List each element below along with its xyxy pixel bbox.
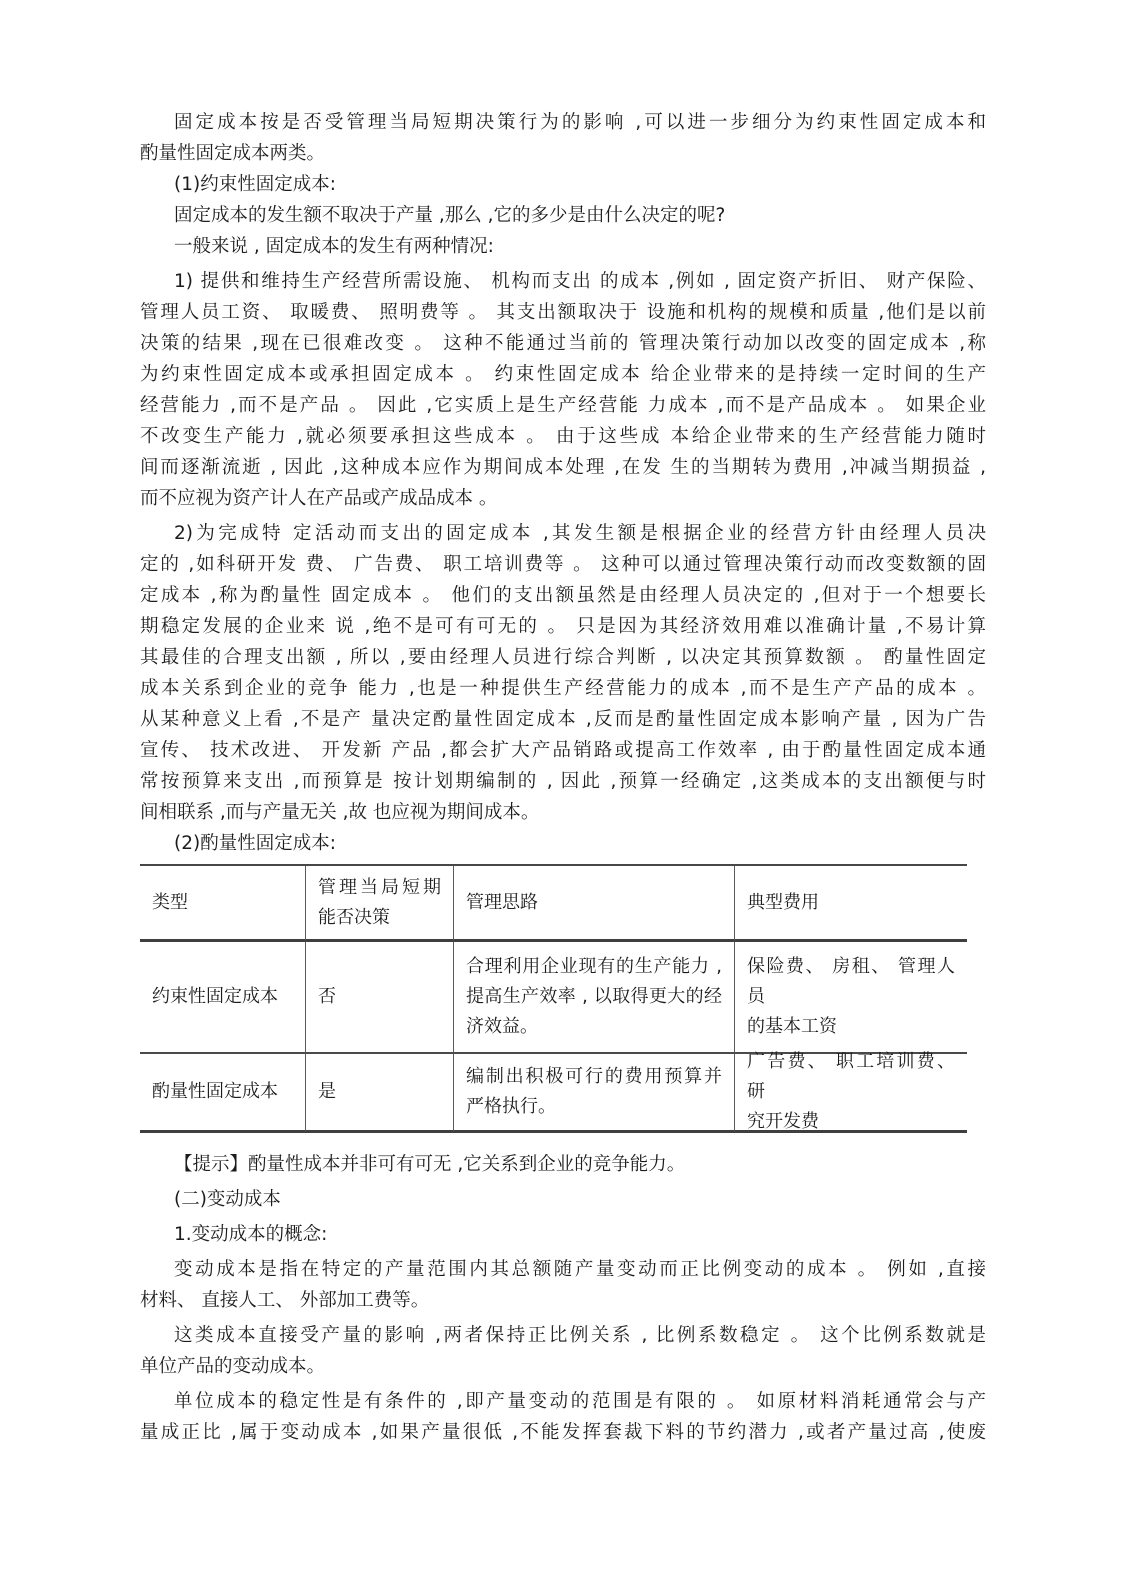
text-line: 从某种意义上看 ,不是产 量决定酌量性固定成本 ,反而是酌量性固定成本影响产量 , 因为广告 [140,709,986,730]
paragraph [140,1184,986,1215]
text-line: 间相联系 ,而与产量无关 ,故 也应视为期间成本。 [140,802,540,823]
text-line: 管理人员工资、 取暖费、 照明费等 。 其支出额取决于 设施和机构的规模和质量 ,他们是以前 [140,302,986,323]
table-cell-line: 酌量性固定成本 [152,1081,278,1102]
table-cell [454,1054,735,1133]
text-line: (1)约束性固定成本: [174,174,336,195]
text-line: 定的 ,如科研开发 费、 广告费、 职工培训费等 。 这种可以通过管理决策行动而改变数额的固 [140,554,986,575]
text-line: 量成正比 ,属于变动成本 ,如果产量很低 ,不能发挥套裁下料的节约潜力 ,或者产量过高 ,使废 [140,1422,986,1443]
text-line: 材料、 直接人工、 外部加工费等。 [140,1290,430,1311]
table-cell-line: 管理当局短期 [318,876,441,898]
text-line: 2)为完成特 定活动而支出的固定成本 ,其发生额是根据企业的经营方针由经理人员决 [174,523,986,544]
text-line: 为约束性固定成本或承担固定成本 。 约束性固定成本 给企业带来的是持续一定时间的生产 [140,364,986,385]
fixed-cost-table [140,864,967,1133]
paragraph [140,1254,986,1316]
text-line: 不改变生产能力 ,就必须要承担这些成本 。 由于这些成 本给企业带来的生产经营能力随时 [140,426,986,447]
table-cell-line: 是 [318,1081,336,1102]
table-cell [306,1054,454,1133]
table-cell [140,1054,306,1133]
table-cell-line: 编制出积极可行的费用预算并 [466,1066,722,1087]
document-page [140,107,986,1448]
table-cell-line: 究开发费 [747,1111,819,1132]
text-line: 单位产品的变动成本。 [140,1356,326,1377]
table-cell [140,942,306,1054]
table-cell-line: 类型 [152,891,188,913]
table-cell-line: 广告费、 职工培训费、 研 [747,1051,955,1102]
text-line: 决策的结果 ,现在已很难改变 。 这种不能通过当前的 管理决策行动加以改变的固定成本 ,称 [140,333,986,354]
table-header-cell [140,866,306,942]
paragraph [140,828,986,859]
text-line: 经营能力 ,而不是产品 。 因此 ,它实质上是生产经营能 力成本 ,而不是产品成本 。 如果企业 [140,395,986,416]
table-cell-line: 严格执行。 [466,1096,556,1117]
text-line: (二)变动成本 [174,1189,281,1210]
paragraph [140,169,986,200]
table-cell [454,942,735,1054]
table-cell [306,942,454,1054]
text-line: 间而逐渐流逝 , 因此 ,这种成本应作为期间成本处理 ,在发 生的当期转为费用 ,冲减当期损益 , [140,457,986,478]
text-line: 宣传、 技术改进、 开发新 产品 ,都会扩大产品销路或提高工作效率 , 由于酌量性固定成本通 [140,740,986,761]
table-header-cell [454,866,735,942]
paragraph [140,1149,986,1180]
table-cell-line: 提高生产效率 , 以取得更大的经 [466,986,722,1007]
text-line: 常按预算来支出 ,而预算是 按计划期编制的 , 因此 ,预算一经确定 ,这类成本的支出额便与时 [140,771,986,792]
paragraph [140,107,986,169]
table-cell-line: 否 [318,986,336,1007]
paragraph [140,1386,986,1448]
table-header-cell [735,866,967,942]
paragraph [140,1219,986,1250]
text-line: 而不应视为资产计人在产品或产成品成本 。 [140,488,498,509]
table-cell-line: 合理利用企业现有的生产能力 , [466,956,722,977]
table-cell-line: 能否决策 [318,906,390,928]
body-text-bottom [140,1149,986,1448]
table-cell-line: 济效益。 [466,1016,538,1037]
text-line: 酌量性固定成本两类。 [140,143,326,164]
text-line: 固定成本按是否受管理当局短期决策行为的影响 ,可以进一步细分为约束性固定成本和 [174,112,986,133]
paragraph [140,200,986,231]
paragraph [140,266,986,514]
body-text-top [140,107,986,859]
text-line: 定成本 ,称为酌量性 固定成本 。 他们的支出额虽然是由经理人员决定的 ,但对于一个想要长 [140,585,986,606]
text-line: 变动成本是指在特定的产量范围内其总额随产量变动而正比例变动的成本 。 例如 ,直接 [174,1259,986,1280]
text-line: 一般来说 , 固定成本的发生有两种情况: [174,236,494,257]
text-line: 期稳定发展的企业来 说 ,绝不是可有可无的 。 只是因为其经济效用难以准确计量 ,不易计算 [140,616,986,637]
text-line: 其最佳的合理支出额 , 所以 ,要由经理人员进行综合判断 , 以决定其预算数额 。 酌量性固定 [140,647,986,668]
text-line: 1) 提供和维持生产经营所需设施、 机构而支出 的成本 ,例如 , 固定资产折旧、 财产保险、 [174,271,986,292]
text-line: 成本关系到企业的竞争 能力 ,也是一种提供生产经营能力的成本 ,而不是生产产品的成本 。 [140,678,986,699]
table-cell-line: 管理思路 [466,891,538,913]
table-header-cell [306,866,454,942]
text-line: (2)酌量性固定成本: [174,833,336,854]
text-line: 1.变动成本的概念: [174,1224,328,1245]
paragraph [140,1320,986,1382]
text-line: 这类成本直接受产量的影响 ,两者保持正比例关系 , 比例系数稳定 。 这个比例系数就是 [174,1325,986,1346]
table-cell-line: 保险费、 房租、 管理人员 [747,956,955,1007]
table-cell-line: 约束性固定成本 [152,986,278,1007]
text-line: 单位成本的稳定性是有条件的 ,即产量变动的范围是有限的 。 如原材料消耗通常会与产 [174,1391,986,1412]
table-cell-line: 典型费用 [747,891,819,913]
table-cell [735,1051,967,1133]
table-cell-line: 的基本工资 [747,1016,837,1037]
table-cell [735,942,967,1054]
paragraph [140,518,986,828]
paragraph [140,231,986,262]
text-line: 固定成本的发生额不取决于产量 ,那么 ,它的多少是由什么决定的呢? [174,205,726,226]
text-line: 【提示】酌量性成本并非可有可无 ,它关系到企业的竞争能力。 [174,1154,686,1175]
